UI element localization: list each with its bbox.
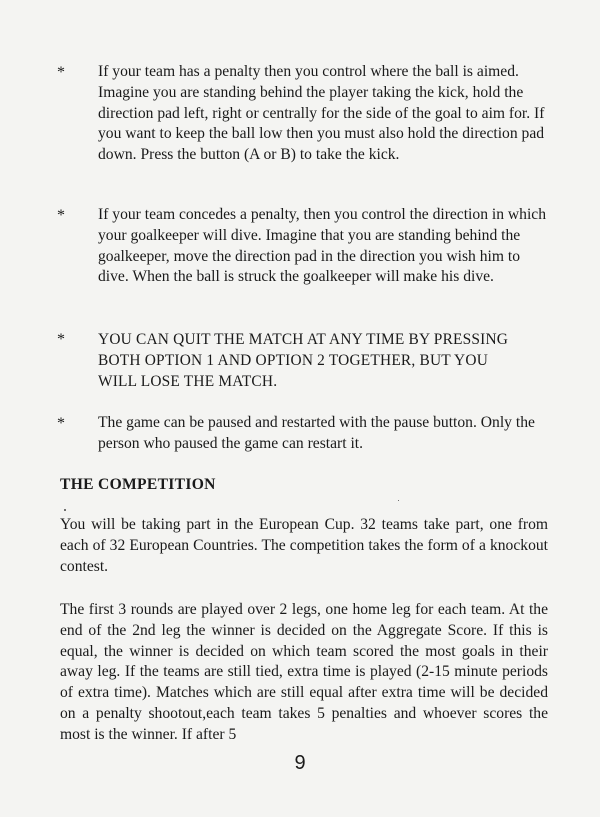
speck: [64, 509, 66, 511]
bullet-marker: *: [57, 331, 65, 348]
bullet-text: If your team has a penalty then you control where the ball is aimed. Imagine you are standing behind the player taking the kick, hold the direction pad left, right or centrally for the side of the goal to aim for. If you want to keep the ball low then you must also hold the direction pad down. Press the button (A or B) to take the kick.: [98, 63, 545, 164]
paragraph-intro: You will be taking part in the European Cup. 32 teams take part, one from each of 32 European Countries. The competition takes the form of a knockout contest.: [60, 516, 548, 575]
bullet-marker: *: [57, 64, 65, 81]
bullet-text: YOU CAN QUIT THE MATCH AT ANY TIME BY PRESSING BOTH OPTION 1 AND OPTION 2 TOGETHER, BUT YOU WILL LOSE THE MATCH.: [98, 331, 509, 390]
bullet-marker: *: [57, 415, 65, 432]
paragraph-rounds: The first 3 rounds are played over 2 legs, one home leg for each team. At the end of the 2nd leg the winner is decided on the Aggregate Score. If this is equal, the winner is decided on which team scored the most goals in their away leg. If the teams are still tied, extra time is played (2-15 minute periods of extra time). Matches which are still equal after extra time will be decided on a penalty shootout,each team takes 5 penalties and whoever scores the most is the winner. If after 5: [60, 601, 548, 743]
bullet-text: The game can be paused and restarted with the pause button. Only the person who paused the game can restart it.: [98, 414, 535, 452]
page-number: 9: [294, 752, 306, 774]
speck: [398, 500, 399, 501]
bullet-marker: *: [57, 207, 65, 224]
section-heading: THE COMPETITION: [60, 476, 216, 493]
bullet-text: If your team concedes a penalty, then you control the direction in which your goalkeeper will dive. Imagine that you are standing behind the goalkeeper, move the direction pad in the direction you wish him to dive. When the ball is struck the goalkeeper will make his dive.: [98, 206, 547, 286]
